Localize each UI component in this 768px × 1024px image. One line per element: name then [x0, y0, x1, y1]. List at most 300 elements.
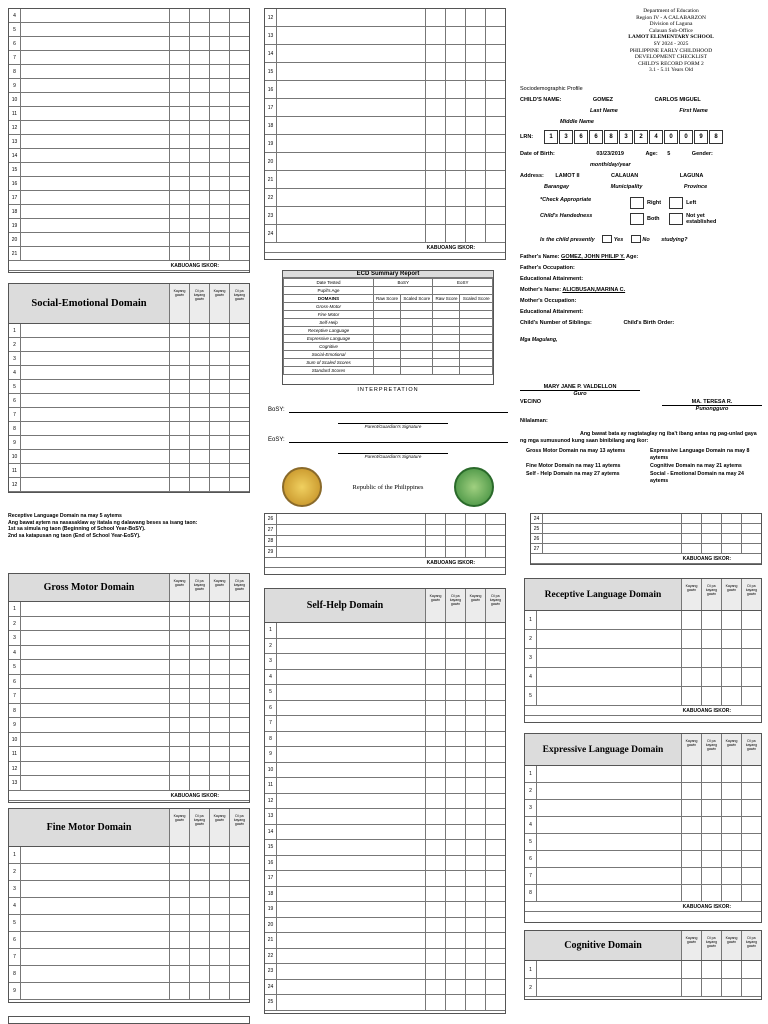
check-cell[interactable]: [229, 689, 249, 703]
check-cell[interactable]: [465, 623, 485, 638]
summary-score-cell[interactable]: [433, 319, 460, 327]
check-cell[interactable]: [445, 670, 465, 685]
check-cell[interactable]: [445, 716, 465, 731]
check-cell[interactable]: [209, 949, 229, 965]
check-cell[interactable]: [485, 949, 505, 964]
check-cell[interactable]: [169, 478, 189, 491]
check-cell[interactable]: [209, 776, 229, 790]
check-cell[interactable]: [209, 631, 229, 645]
check-cell[interactable]: [229, 51, 249, 64]
check-cell[interactable]: [169, 394, 189, 407]
check-cell[interactable]: [425, 27, 445, 44]
check-cell[interactable]: [169, 247, 189, 260]
check-cell[interactable]: [229, 932, 249, 948]
check-cell[interactable]: [425, 63, 445, 80]
check-cell[interactable]: [465, 207, 485, 224]
check-cell[interactable]: [721, 868, 741, 884]
check-cell[interactable]: [169, 675, 189, 689]
check-cell[interactable]: [425, 732, 445, 747]
check-cell[interactable]: [189, 422, 209, 435]
check-cell[interactable]: [741, 649, 761, 667]
check-cell[interactable]: [445, 623, 465, 638]
check-cell[interactable]: [209, 51, 229, 64]
check-cell[interactable]: [485, 980, 505, 995]
check-cell[interactable]: [169, 847, 189, 863]
check-cell[interactable]: [741, 514, 761, 523]
check-cell[interactable]: [465, 809, 485, 824]
check-cell[interactable]: [721, 630, 741, 648]
check-cell[interactable]: [741, 885, 761, 901]
check-cell[interactable]: [741, 834, 761, 850]
check-cell[interactable]: [425, 809, 445, 824]
check-cell[interactable]: [229, 247, 249, 260]
check-cell[interactable]: [169, 450, 189, 463]
check-cell[interactable]: [229, 149, 249, 162]
check-cell[interactable]: [169, 983, 189, 999]
check-cell[interactable]: [721, 766, 741, 782]
check-cell[interactable]: [681, 817, 701, 833]
check-cell[interactable]: [485, 918, 505, 933]
check-cell[interactable]: [681, 800, 701, 816]
check-cell[interactable]: [189, 464, 209, 477]
check-cell[interactable]: [189, 478, 209, 491]
check-cell[interactable]: [209, 408, 229, 421]
check-cell[interactable]: [169, 718, 189, 732]
summary-score-cell[interactable]: [374, 359, 401, 367]
check-cell[interactable]: [465, 63, 485, 80]
check-cell[interactable]: [229, 776, 249, 790]
check-cell[interactable]: [189, 718, 209, 732]
check-cell[interactable]: [701, 885, 721, 901]
right-checkbox[interactable]: [630, 197, 644, 209]
check-cell[interactable]: [229, 847, 249, 863]
check-cell[interactable]: [169, 932, 189, 948]
check-cell[interactable]: [209, 65, 229, 78]
check-cell[interactable]: [465, 840, 485, 855]
check-cell[interactable]: [425, 670, 445, 685]
check-cell[interactable]: [721, 800, 741, 816]
check-cell[interactable]: [189, 338, 209, 351]
check-cell[interactable]: [485, 825, 505, 840]
check-cell[interactable]: [209, 135, 229, 148]
summary-score-cell[interactable]: [400, 351, 433, 359]
summary-score-cell[interactable]: [460, 327, 493, 335]
check-cell[interactable]: [465, 778, 485, 793]
check-cell[interactable]: [169, 898, 189, 914]
summary-score-cell[interactable]: [433, 359, 460, 367]
check-cell[interactable]: [425, 45, 445, 62]
check-cell[interactable]: [701, 868, 721, 884]
check-cell[interactable]: [445, 525, 465, 535]
summary-score-cell[interactable]: [400, 327, 433, 335]
check-cell[interactable]: [189, 689, 209, 703]
check-cell[interactable]: [445, 701, 465, 716]
check-cell[interactable]: [425, 547, 445, 557]
check-cell[interactable]: [169, 602, 189, 616]
check-cell[interactable]: [189, 776, 209, 790]
check-cell[interactable]: [229, 324, 249, 337]
check-cell[interactable]: [229, 478, 249, 491]
check-cell[interactable]: [681, 544, 701, 553]
check-cell[interactable]: [445, 207, 465, 224]
check-cell[interactable]: [189, 380, 209, 393]
check-cell[interactable]: [209, 436, 229, 449]
summary-score-cell[interactable]: [400, 319, 433, 327]
check-cell[interactable]: [465, 902, 485, 917]
check-cell[interactable]: [229, 436, 249, 449]
summary-score-cell[interactable]: [374, 311, 401, 319]
check-cell[interactable]: [445, 654, 465, 669]
summary-score-cell[interactable]: [460, 335, 493, 343]
check-cell[interactable]: [189, 949, 209, 965]
check-cell[interactable]: [209, 450, 229, 463]
check-cell[interactable]: [681, 783, 701, 799]
check-cell[interactable]: [721, 687, 741, 705]
lrn-digit-box[interactable]: 4: [649, 130, 663, 144]
yes-checkbox[interactable]: [602, 235, 612, 243]
check-cell[interactable]: [425, 685, 445, 700]
check-cell[interactable]: [169, 163, 189, 176]
check-cell[interactable]: [681, 687, 701, 705]
check-cell[interactable]: [701, 534, 721, 543]
check-cell[interactable]: [209, 847, 229, 863]
check-cell[interactable]: [485, 763, 505, 778]
check-cell[interactable]: [701, 514, 721, 523]
check-cell[interactable]: [465, 871, 485, 886]
check-cell[interactable]: [189, 135, 209, 148]
check-cell[interactable]: [425, 949, 445, 964]
check-cell[interactable]: [721, 668, 741, 686]
no-checkbox[interactable]: [631, 235, 641, 243]
check-cell[interactable]: [189, 864, 209, 880]
check-cell[interactable]: [465, 825, 485, 840]
check-cell[interactable]: [209, 602, 229, 616]
check-cell[interactable]: [229, 983, 249, 999]
check-cell[interactable]: [189, 762, 209, 776]
check-cell[interactable]: [229, 747, 249, 761]
check-cell[interactable]: [169, 107, 189, 120]
summary-score-cell[interactable]: [433, 311, 460, 319]
check-cell[interactable]: [465, 9, 485, 26]
check-cell[interactable]: [209, 464, 229, 477]
check-cell[interactable]: [209, 352, 229, 365]
check-cell[interactable]: [209, 762, 229, 776]
check-cell[interactable]: [445, 902, 465, 917]
check-cell[interactable]: [189, 247, 209, 260]
check-cell[interactable]: [189, 324, 209, 337]
check-cell[interactable]: [169, 617, 189, 631]
check-cell[interactable]: [425, 856, 445, 871]
check-cell[interactable]: [741, 851, 761, 867]
check-cell[interactable]: [229, 205, 249, 218]
check-cell[interactable]: [485, 871, 505, 886]
check-cell[interactable]: [229, 79, 249, 92]
check-cell[interactable]: [465, 514, 485, 524]
summary-score-cell[interactable]: [374, 319, 401, 327]
check-cell[interactable]: [741, 817, 761, 833]
check-cell[interactable]: [701, 961, 721, 978]
both-checkbox[interactable]: [630, 213, 644, 225]
check-cell[interactable]: [721, 649, 741, 667]
check-cell[interactable]: [209, 898, 229, 914]
check-cell[interactable]: [485, 732, 505, 747]
check-cell[interactable]: [465, 856, 485, 871]
check-cell[interactable]: [209, 660, 229, 674]
check-cell[interactable]: [485, 225, 505, 242]
check-cell[interactable]: [229, 380, 249, 393]
check-cell[interactable]: [425, 514, 445, 524]
summary-score-cell[interactable]: [374, 303, 401, 311]
check-cell[interactable]: [189, 675, 209, 689]
check-cell[interactable]: [169, 864, 189, 880]
check-cell[interactable]: [445, 514, 465, 524]
check-cell[interactable]: [229, 602, 249, 616]
check-cell[interactable]: [425, 825, 445, 840]
check-cell[interactable]: [189, 9, 209, 22]
summary-score-cell[interactable]: [400, 311, 433, 319]
summary-score-cell[interactable]: [460, 351, 493, 359]
summary-score-cell[interactable]: [460, 367, 493, 375]
check-cell[interactable]: [445, 949, 465, 964]
check-cell[interactable]: [445, 809, 465, 824]
check-cell[interactable]: [209, 675, 229, 689]
check-cell[interactable]: [425, 654, 445, 669]
check-cell[interactable]: [189, 704, 209, 718]
check-cell[interactable]: [681, 961, 701, 978]
check-cell[interactable]: [229, 464, 249, 477]
check-cell[interactable]: [485, 933, 505, 948]
check-cell[interactable]: [189, 983, 209, 999]
check-cell[interactable]: [681, 649, 701, 667]
check-cell[interactable]: [209, 107, 229, 120]
check-cell[interactable]: [485, 639, 505, 654]
check-cell[interactable]: [465, 81, 485, 98]
check-cell[interactable]: [425, 763, 445, 778]
check-cell[interactable]: [169, 464, 189, 477]
check-cell[interactable]: [741, 630, 761, 648]
check-cell[interactable]: [229, 408, 249, 421]
check-cell[interactable]: [425, 153, 445, 170]
check-cell[interactable]: [681, 979, 701, 996]
check-cell[interactable]: [465, 933, 485, 948]
check-cell[interactable]: [741, 961, 761, 978]
check-cell[interactable]: [209, 733, 229, 747]
check-cell[interactable]: [701, 649, 721, 667]
summary-score-cell[interactable]: [460, 311, 493, 319]
check-cell[interactable]: [445, 763, 465, 778]
check-cell[interactable]: [445, 639, 465, 654]
check-cell[interactable]: [701, 817, 721, 833]
check-cell[interactable]: [229, 898, 249, 914]
check-cell[interactable]: [229, 65, 249, 78]
lrn-digit-box[interactable]: 0: [664, 130, 678, 144]
check-cell[interactable]: [485, 99, 505, 116]
check-cell[interactable]: [169, 631, 189, 645]
check-cell[interactable]: [209, 205, 229, 218]
lrn-digit-box[interactable]: 3: [619, 130, 633, 144]
check-cell[interactable]: [485, 670, 505, 685]
check-cell[interactable]: [681, 868, 701, 884]
check-cell[interactable]: [445, 918, 465, 933]
summary-score-cell[interactable]: [433, 327, 460, 335]
check-cell[interactable]: [465, 153, 485, 170]
check-cell[interactable]: [189, 107, 209, 120]
check-cell[interactable]: [425, 117, 445, 134]
check-cell[interactable]: [209, 864, 229, 880]
check-cell[interactable]: [465, 701, 485, 716]
check-cell[interactable]: [445, 9, 465, 26]
check-cell[interactable]: [445, 135, 465, 152]
check-cell[interactable]: [485, 902, 505, 917]
check-cell[interactable]: [465, 27, 485, 44]
check-cell[interactable]: [229, 352, 249, 365]
check-cell[interactable]: [445, 536, 465, 546]
check-cell[interactable]: [229, 949, 249, 965]
not-yet-checkbox[interactable]: [669, 213, 683, 225]
check-cell[interactable]: [189, 602, 209, 616]
check-cell[interactable]: [189, 93, 209, 106]
check-cell[interactable]: [721, 783, 741, 799]
check-cell[interactable]: [425, 189, 445, 206]
check-cell[interactable]: [189, 915, 209, 931]
check-cell[interactable]: [209, 324, 229, 337]
check-cell[interactable]: [229, 617, 249, 631]
check-cell[interactable]: [485, 887, 505, 902]
check-cell[interactable]: [485, 623, 505, 638]
check-cell[interactable]: [681, 534, 701, 543]
check-cell[interactable]: [681, 885, 701, 901]
check-cell[interactable]: [229, 646, 249, 660]
check-cell[interactable]: [425, 964, 445, 979]
check-cell[interactable]: [465, 547, 485, 557]
check-cell[interactable]: [701, 800, 721, 816]
check-cell[interactable]: [485, 840, 505, 855]
check-cell[interactable]: [189, 966, 209, 982]
check-cell[interactable]: [445, 995, 465, 1010]
check-cell[interactable]: [229, 93, 249, 106]
check-cell[interactable]: [169, 881, 189, 897]
check-cell[interactable]: [169, 704, 189, 718]
check-cell[interactable]: [209, 338, 229, 351]
check-cell[interactable]: [465, 716, 485, 731]
check-cell[interactable]: [229, 704, 249, 718]
check-cell[interactable]: [445, 63, 465, 80]
check-cell[interactable]: [229, 915, 249, 931]
check-cell[interactable]: [425, 871, 445, 886]
check-cell[interactable]: [465, 189, 485, 206]
summary-score-cell[interactable]: [400, 367, 433, 375]
check-cell[interactable]: [485, 27, 505, 44]
check-cell[interactable]: [425, 81, 445, 98]
check-cell[interactable]: [445, 685, 465, 700]
check-cell[interactable]: [229, 450, 249, 463]
check-cell[interactable]: [169, 660, 189, 674]
check-cell[interactable]: [189, 37, 209, 50]
check-cell[interactable]: [445, 887, 465, 902]
check-cell[interactable]: [229, 135, 249, 148]
check-cell[interactable]: [465, 525, 485, 535]
check-cell[interactable]: [485, 701, 505, 716]
check-cell[interactable]: [445, 964, 465, 979]
check-cell[interactable]: [209, 617, 229, 631]
check-cell[interactable]: [169, 324, 189, 337]
check-cell[interactable]: [229, 191, 249, 204]
check-cell[interactable]: [701, 668, 721, 686]
lrn-digit-box[interactable]: 9: [694, 130, 708, 144]
check-cell[interactable]: [701, 783, 721, 799]
check-cell[interactable]: [209, 163, 229, 176]
check-cell[interactable]: [465, 995, 485, 1010]
summary-score-cell[interactable]: [433, 343, 460, 351]
check-cell[interactable]: [169, 408, 189, 421]
summary-score-cell[interactable]: [374, 367, 401, 375]
check-cell[interactable]: [425, 933, 445, 948]
lrn-digit-box[interactable]: 0: [679, 130, 693, 144]
check-cell[interactable]: [189, 177, 209, 190]
check-cell[interactable]: [229, 660, 249, 674]
check-cell[interactable]: [229, 163, 249, 176]
check-cell[interactable]: [189, 233, 209, 246]
check-cell[interactable]: [229, 966, 249, 982]
check-cell[interactable]: [445, 933, 465, 948]
check-cell[interactable]: [169, 51, 189, 64]
check-cell[interactable]: [721, 514, 741, 523]
check-cell[interactable]: [741, 544, 761, 553]
check-cell[interactable]: [169, 149, 189, 162]
check-cell[interactable]: [209, 93, 229, 106]
check-cell[interactable]: [169, 233, 189, 246]
check-cell[interactable]: [465, 45, 485, 62]
summary-score-cell[interactable]: [374, 343, 401, 351]
check-cell[interactable]: [209, 966, 229, 982]
check-cell[interactable]: [445, 732, 465, 747]
check-cell[interactable]: [189, 733, 209, 747]
check-cell[interactable]: [189, 121, 209, 134]
check-cell[interactable]: [445, 171, 465, 188]
check-cell[interactable]: [485, 794, 505, 809]
check-cell[interactable]: [425, 135, 445, 152]
check-cell[interactable]: [681, 851, 701, 867]
check-cell[interactable]: [229, 121, 249, 134]
check-cell[interactable]: [445, 825, 465, 840]
check-cell[interactable]: [465, 99, 485, 116]
check-cell[interactable]: [425, 747, 445, 762]
check-cell[interactable]: [445, 547, 465, 557]
check-cell[interactable]: [425, 980, 445, 995]
summary-score-cell[interactable]: [460, 303, 493, 311]
check-cell[interactable]: [465, 763, 485, 778]
check-cell[interactable]: [445, 794, 465, 809]
check-cell[interactable]: [445, 153, 465, 170]
check-cell[interactable]: [169, 949, 189, 965]
check-cell[interactable]: [169, 205, 189, 218]
check-cell[interactable]: [445, 27, 465, 44]
check-cell[interactable]: [485, 716, 505, 731]
summary-score-cell[interactable]: [400, 343, 433, 351]
summary-score-cell[interactable]: [374, 335, 401, 343]
check-cell[interactable]: [209, 177, 229, 190]
check-cell[interactable]: [425, 9, 445, 26]
check-cell[interactable]: [209, 233, 229, 246]
check-cell[interactable]: [169, 776, 189, 790]
lrn-digit-box[interactable]: 8: [604, 130, 618, 144]
check-cell[interactable]: [425, 918, 445, 933]
check-cell[interactable]: [465, 794, 485, 809]
check-cell[interactable]: [485, 9, 505, 26]
check-cell[interactable]: [169, 37, 189, 50]
check-cell[interactable]: [485, 135, 505, 152]
check-cell[interactable]: [229, 422, 249, 435]
